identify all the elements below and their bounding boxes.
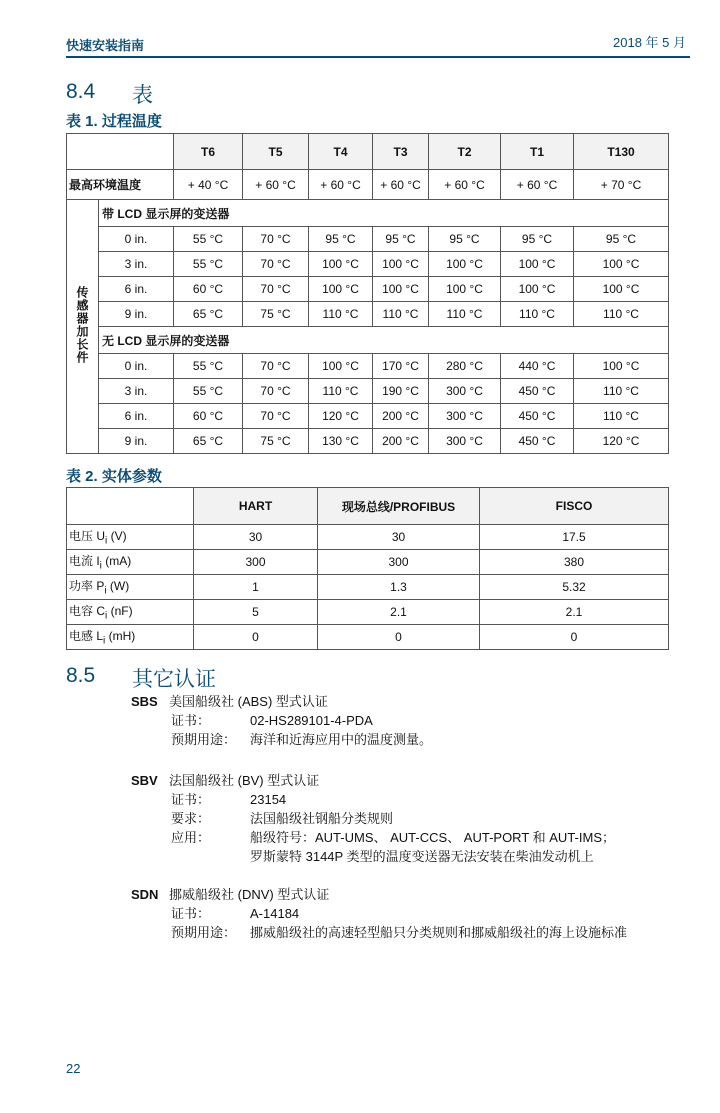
temp-cell: 110 °C	[574, 302, 669, 327]
col-header: T4	[309, 134, 373, 170]
param-value: 2.1	[480, 600, 669, 625]
cert-title: 美国船级社 (ABS) 型式认证	[169, 694, 328, 709]
param-value: 1.3	[318, 575, 480, 600]
cert-code: SDN	[131, 887, 159, 902]
col-header: T5	[243, 134, 309, 170]
table2-corner	[67, 488, 194, 525]
cert-label: 证书：	[171, 713, 211, 728]
param-label: 电流 $I_i$ (mA)	[67, 550, 194, 575]
extension-length: 6 in.	[99, 404, 174, 429]
table1-title: 表 1. 过程温度	[66, 113, 162, 130]
extension-length: 9 in.	[99, 302, 174, 327]
use-value: 海洋和近海应用中的温度测量。	[250, 732, 433, 747]
temp-cell: 200 °C	[373, 429, 429, 454]
temp-cell: 60 °C	[174, 404, 243, 429]
temp-cell: 70 °C	[243, 404, 309, 429]
table1-corner	[67, 134, 174, 170]
col-header: 现场总线/PROFIBUS	[318, 488, 480, 525]
ambient-temp-value: + 70 °C	[574, 170, 669, 200]
extension-length: 0 in.	[99, 354, 174, 379]
temp-cell: 110 °C	[574, 404, 669, 429]
temp-cell: 95 °C	[309, 227, 373, 252]
temp-cell: 190 °C	[373, 379, 429, 404]
temp-cell: 55 °C	[174, 379, 243, 404]
application-value-cont: 罗斯蒙特 3144P 类型的温度变送器无法安装在柴油发动机上	[250, 849, 594, 864]
ambient-temp-value: + 60 °C	[429, 170, 501, 200]
temp-cell: 120 °C	[574, 429, 669, 454]
ambient-temp-value: + 60 °C	[309, 170, 373, 200]
param-value: 17.5	[480, 525, 669, 550]
temp-cell: 450 °C	[501, 404, 574, 429]
temp-cell: 100 °C	[501, 277, 574, 302]
param-label: 功率 $P_i$ (W)	[67, 575, 194, 600]
cert-title: 挪威船级社 (DNV) 型式认证	[169, 887, 330, 902]
param-label: 电容 $C_i$ (nF)	[67, 600, 194, 625]
cert-label: 证书：	[171, 906, 211, 921]
temp-cell: 70 °C	[243, 227, 309, 252]
col-header: T6	[174, 134, 243, 170]
temp-cell: 440 °C	[501, 354, 574, 379]
temp-cell: 60 °C	[174, 277, 243, 302]
temp-cell: 55 °C	[174, 252, 243, 277]
use-label: 预期用途：	[171, 732, 237, 747]
param-value: 30	[194, 525, 318, 550]
param-value: 0	[194, 625, 318, 650]
page-number: 22	[66, 1061, 81, 1076]
sensor-extension-label	[67, 200, 99, 454]
temp-cell: 110 °C	[373, 302, 429, 327]
cert-label: 证书：	[171, 792, 211, 807]
application-label: 应用：	[171, 830, 211, 845]
ambient-temp-value: + 60 °C	[373, 170, 429, 200]
temp-cell: 55 °C	[174, 354, 243, 379]
entity-parameters-table	[66, 487, 669, 650]
param-value: 5	[194, 600, 318, 625]
temp-cell: 95 °C	[574, 227, 669, 252]
temp-cell: 95 °C	[429, 227, 501, 252]
temp-cell: 100 °C	[501, 252, 574, 277]
param-label: 电压 $U_i$ (V)	[67, 525, 194, 550]
section-8-4-number: 8.4	[66, 80, 96, 103]
ambient-temp-value: + 40 °C	[174, 170, 243, 200]
temp-cell: 100 °C	[429, 277, 501, 302]
cert-number: 02-HS289101-4-PDA	[250, 713, 373, 728]
temp-cell: 280 °C	[429, 354, 501, 379]
temp-cell: 110 °C	[309, 379, 373, 404]
temp-cell: 100 °C	[373, 277, 429, 302]
temp-cell: 65 °C	[174, 302, 243, 327]
temp-cell: 100 °C	[574, 354, 669, 379]
temp-cell: 300 °C	[429, 429, 501, 454]
temp-cell: 100 °C	[574, 252, 669, 277]
temp-cell: 100 °C	[309, 277, 373, 302]
process-temperature-table	[66, 133, 669, 454]
param-value: 1	[194, 575, 318, 600]
extension-length: 6 in.	[99, 277, 174, 302]
cert-sbv	[131, 771, 691, 866]
temp-cell: 95 °C	[373, 227, 429, 252]
temp-cell: 100 °C	[309, 354, 373, 379]
group-with-lcd-title: 带 LCD 显示屏的变送器	[99, 200, 669, 227]
temp-cell: 75 °C	[243, 429, 309, 454]
cert-sdn	[131, 885, 691, 942]
temp-cell: 300 °C	[429, 404, 501, 429]
temp-cell: 100 °C	[429, 252, 501, 277]
header-title: 快速安装指南	[66, 38, 145, 53]
param-label: 电感 $L_i$ (mH)	[67, 625, 194, 650]
cert-code: SBV	[131, 773, 158, 788]
temp-cell: 55 °C	[174, 227, 243, 252]
col-header: T130	[574, 134, 669, 170]
temp-cell: 70 °C	[243, 379, 309, 404]
extension-length: 3 in.	[99, 252, 174, 277]
header-date: 2018 年 5 月	[613, 35, 686, 50]
param-value: 300	[318, 550, 480, 575]
temp-cell: 70 °C	[243, 354, 309, 379]
ambient-temp-value: + 60 °C	[243, 170, 309, 200]
param-value: 2.1	[318, 600, 480, 625]
cert-number: 23154	[250, 792, 287, 807]
param-value: 5.32	[480, 575, 669, 600]
temp-cell: 75 °C	[243, 302, 309, 327]
table2-title: 表 2. 实体参数	[66, 468, 162, 485]
param-value: 380	[480, 550, 669, 575]
temp-cell: 110 °C	[429, 302, 501, 327]
section-8-4-title: 表	[132, 83, 153, 107]
temp-cell: 450 °C	[501, 429, 574, 454]
temp-cell: 100 °C	[373, 252, 429, 277]
temp-cell: 300 °C	[429, 379, 501, 404]
cert-code: SBS	[131, 694, 158, 709]
cert-title: 法国船级社 (BV) 型式认证	[169, 773, 320, 788]
temp-cell: 70 °C	[243, 252, 309, 277]
ambient-temp-label: 最高环境温度	[67, 170, 174, 200]
temp-cell: 170 °C	[373, 354, 429, 379]
header-divider	[66, 56, 690, 58]
col-header: HART	[194, 488, 318, 525]
col-header: T2	[429, 134, 501, 170]
temp-cell: 70 °C	[243, 277, 309, 302]
temp-cell: 65 °C	[174, 429, 243, 454]
temp-cell: 95 °C	[501, 227, 574, 252]
col-header: FISCO	[480, 488, 669, 525]
temp-cell: 110 °C	[574, 379, 669, 404]
sensor-extension-text: 传感器加长件	[75, 286, 89, 364]
temp-cell: 200 °C	[373, 404, 429, 429]
temp-cell: 110 °C	[309, 302, 373, 327]
param-value: 0	[480, 625, 669, 650]
cert-number: A-14184	[250, 906, 300, 921]
application-value: 船级符号：AUT-UMS、 AUT-CCS、 AUT-PORT 和 AUT-IMS；	[250, 830, 615, 845]
group-without-lcd-title: 无 LCD 显示屏的变送器	[99, 327, 669, 354]
col-header: T1	[501, 134, 574, 170]
temp-cell: 120 °C	[309, 404, 373, 429]
temp-cell: 100 °C	[309, 252, 373, 277]
param-value: 0	[318, 625, 480, 650]
param-value: 30	[318, 525, 480, 550]
temp-cell: 100 °C	[574, 277, 669, 302]
requirement-label: 要求：	[171, 811, 211, 826]
col-header: T3	[373, 134, 429, 170]
extension-length: 9 in.	[99, 429, 174, 454]
temp-cell: 130 °C	[309, 429, 373, 454]
section-8-5-number: 8.5	[66, 664, 96, 687]
section-8-5-title: 其它认证	[132, 667, 216, 691]
ambient-temp-value: + 60 °C	[501, 170, 574, 200]
temp-cell: 450 °C	[501, 379, 574, 404]
cert-sbs	[131, 692, 691, 749]
param-value: 300	[194, 550, 318, 575]
use-value: 挪威船级社的高速轻型船只分类规则和挪威船级社的海上设施标准	[250, 925, 628, 940]
extension-length: 0 in.	[99, 227, 174, 252]
extension-length: 3 in.	[99, 379, 174, 404]
use-label: 预期用途：	[171, 925, 237, 940]
requirement-value: 法国船级社钢船分类规则	[250, 811, 394, 826]
temp-cell: 110 °C	[501, 302, 574, 327]
